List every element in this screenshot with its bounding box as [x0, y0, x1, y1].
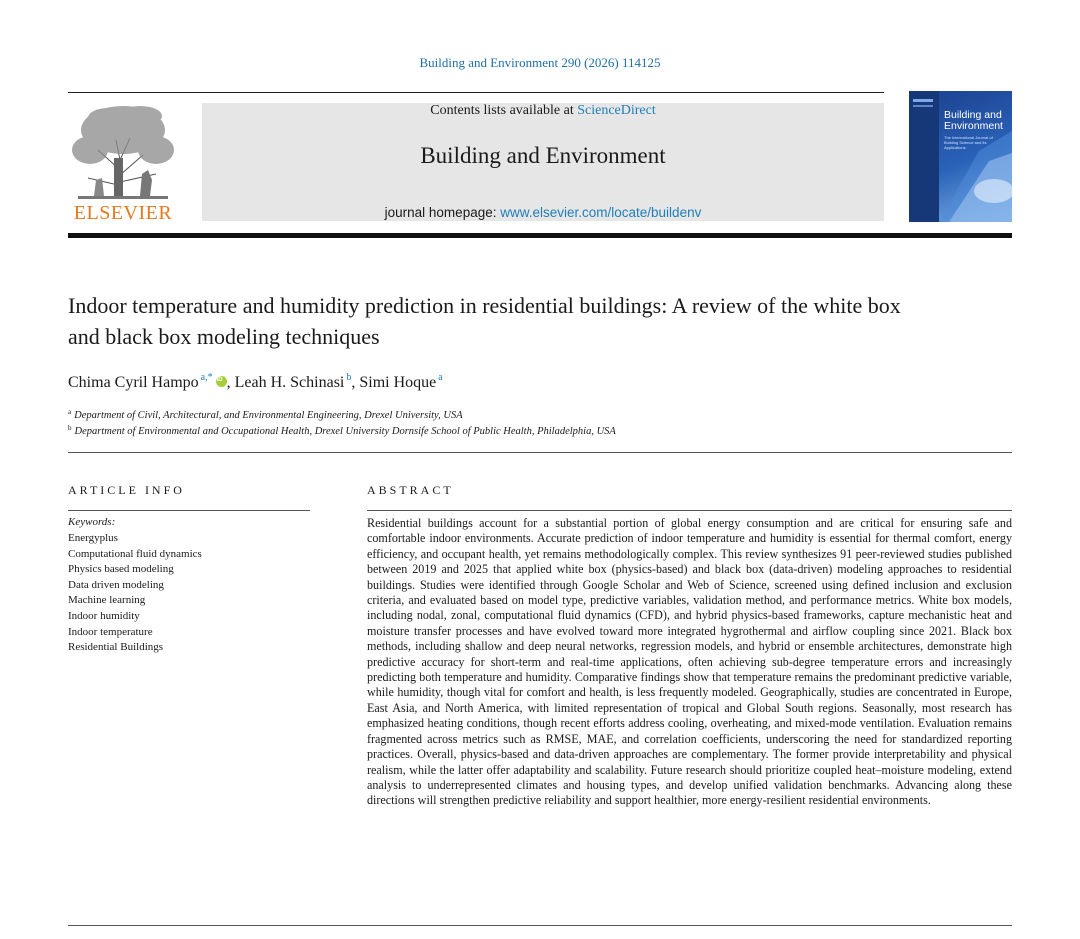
- bottom-rule: [68, 925, 1012, 926]
- keyword: Indoor humidity: [68, 609, 140, 622]
- affiliation: [68, 424, 616, 437]
- publisher-wordmark[interactable]: ELSEVIER: [73, 202, 173, 224]
- cover-title: Building and Environment: [944, 109, 1003, 132]
- homepage-prefix: journal homepage:: [384, 205, 501, 220]
- affiliation-text: Department of Environmental and Occupational Health, Drexel University Dornsife School of Public Health, Philadelphia, USA: [74, 426, 616, 437]
- orcid-icon[interactable]: [216, 376, 227, 387]
- journal-cover-image[interactable]: [909, 91, 1012, 222]
- keyword: Machine learning: [68, 594, 146, 607]
- keyword: Indoor temperature: [68, 625, 153, 638]
- contents-prefix: Contents lists available at: [430, 103, 578, 118]
- contents-line: [202, 103, 884, 119]
- author-list: [68, 372, 443, 392]
- sciencedirect-link[interactable]: ScienceDirect: [577, 103, 656, 118]
- affiliation: [68, 408, 463, 421]
- author-name[interactable]: Simi Hoque: [359, 374, 437, 391]
- keyword: Data driven modeling: [68, 578, 164, 591]
- homepage-link[interactable]: www.elsevier.com/locate/buildenv: [500, 205, 702, 220]
- author-name[interactable]: Chima Cyril Hampo: [68, 374, 199, 391]
- section-divider: [68, 452, 1012, 453]
- homepage-line: [202, 205, 884, 220]
- author-separator: ,: [226, 374, 235, 391]
- author-affiliation-mark[interactable]: a,*: [200, 372, 213, 383]
- article-title: Indoor temperature and humidity prediction in residential buildings: A review of the white box and black box modeling techniques: [68, 293, 901, 349]
- journal-citation[interactable]: Building and Environment 290 (2026) 114125: [419, 55, 661, 70]
- keywords-label: Keywords:: [68, 516, 116, 528]
- affiliation-mark: a: [68, 408, 72, 416]
- keyword: Energyplus: [68, 532, 118, 544]
- abstract-heading: ABSTRACT: [367, 483, 454, 497]
- header-rule: [68, 92, 884, 93]
- affiliation-mark: b: [68, 424, 72, 432]
- keyword: Computational fluid dynamics: [68, 547, 202, 560]
- author-affiliation-mark[interactable]: a: [438, 372, 443, 383]
- abstract-rule: [367, 510, 1012, 511]
- cover-subtitle: The International Journal of Building Science and its Applications: [944, 135, 993, 150]
- author-affiliation-mark[interactable]: b: [346, 372, 352, 383]
- keyword-list: [68, 531, 202, 656]
- header-thick-rule: [68, 233, 1012, 238]
- article-info-rule: [68, 510, 310, 511]
- keyword: Physics based modeling: [68, 563, 174, 576]
- author-name[interactable]: Leah H. Schinasi: [234, 374, 345, 391]
- affiliation-text: Department of Civil, Architectural, and Environmental Engineering, Drexel University, USA: [74, 410, 463, 421]
- article-info-heading: ARTICLE INFO: [68, 483, 185, 497]
- journal-name: Building and Environment: [420, 143, 666, 168]
- author-separator: ,: [351, 374, 360, 391]
- abstract-text: Residential buildings account for a substantial portion of global energy consumption and are critical for ensuring safe and comfortable indoor environments. Accurate prediction of indoor temperature and humidity is essential for thermal comfort, energy efficiency, and occupant health, yet remains methodologically complex. This review synthesizes 91 peer-reviewed studies published between 2019 and 2025 that applied white box (physics-based) and black box (data-driven) modeling approaches to residential buildings. Studies were identified through Google Scholar and Web of Science, screened using defined inclusion and exclusion criteria, and evaluated based on model type, predictive variables, validation method, and performance metrics. White box models, including nodal, zonal, computational fluid dynamics (CFD), and hybrid physics-based frameworks, capture mechanistic heat and moisture transfer processes and have evolved toward more integrated hygrothermal and airflow coupling since 2021. Black box methods, including shallow and deep neural networks, regression models, and hybrid or ensemble architectures, demonstrate high predictive accuracy for short-term and real-time applications, often achieving sub-degree temperature errors and increasingly predicting both temperature and humidity. Comparative findings show that temperature remains the predominant predictive variable, while humidity, though vital for comfort and health, is less frequently modeled. Geographically, studies are concentrated in Europe, East Asia, and North America, with limited representation of tropical and Global South regions. Seasonally, most research has emphasized heating conditions, though recent efforts address cooling, overheating, and mixed-mode ventilation. Evaluation remains fragmented across metrics such as RMSE, MAE, and correlation coefficients, underscoring the need for standardized reporting practices. Overall, physics-based and data-driven approaches are complementary. The former provide interpretability and physical realism, while the latter offer adaptability and scalability. Future research should prioritize coupled heat–moisture modeling, extend analysis to underrepresented climates and housing types, and develop unified validation benchmarks. Advancing along these directions will strengthen predictive reliability and support healthier, more energy-resilient residential environments.: [367, 516, 1012, 808]
- keyword: Residential Buildings: [68, 641, 164, 654]
